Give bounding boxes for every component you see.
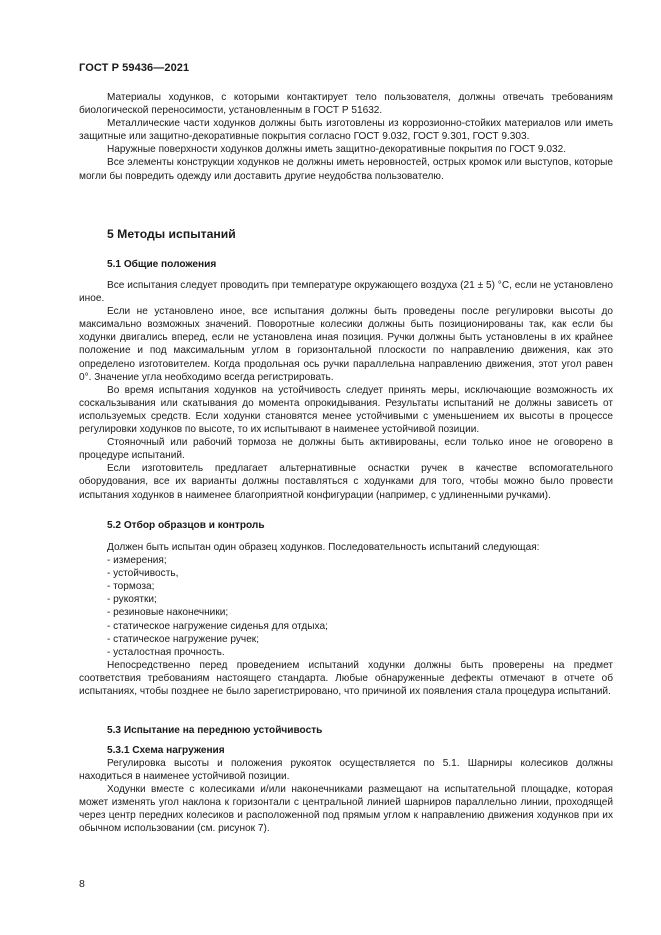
section-5-3-heading: 5.3 Испытание на переднюю устойчивость [107, 725, 323, 736]
intro-paragraph: Все элементы конструкции ходунков не должны иметь неровностей, острых кромок или выступов, которые могли бы повредить одежду или доставить другие неудобства пользователю. [79, 157, 613, 182]
intro-block [79, 91, 613, 183]
section-5-1-body [79, 279, 613, 502]
section-5-3-1-body [79, 757, 613, 836]
list-item: - измерения; [107, 555, 167, 567]
list-item: - тормоза; [107, 581, 155, 593]
list-item: - устойчивость, [107, 568, 179, 580]
paragraph: Если не установлено иное, все испытания должны быть проведены после регулировки высоты до максимально возможных значений. Поворотные колесики должны быть позиционированы так, как если бы ходунки двигались вперед, если не установлена иная позиция. Ручки должны быть установлены в их крайнее положение и под максимальным углом в горизонтальной плоскости по направлению движения, как это определено изготовителем. Когда продольная ось ручки параллельна направлению движения, этот угол равен 0°. Значение угла необходимо всегда регистрировать. [79, 306, 613, 383]
paragraph: Ходунки вместе с колесиками и/или наконечниками размещают на испытательной площадке, которая может изменять угол наклона к горизонтали с центральной линией шарниров параллельно линии, проходящей через центр передних колесиков и расположенной под прямым углом к направлению движения ходунков при их обычном использовании (см. рисунок 7). [79, 784, 613, 835]
paragraph: Стояночный или рабочий тормоза не должны быть активированы, если только иное не оговорено в процедуре испытаний. [79, 437, 613, 462]
section-5-2-heading: 5.2 Отбор образцов и контроль [107, 520, 265, 531]
list-item: - статическое нагружение сиденья для отдыха; [107, 620, 328, 632]
intro-paragraph: Наружные поверхности ходунков должны иметь защитно-декоративные покрытия по ГОСТ 9.032. [107, 144, 566, 156]
intro-paragraph: Материалы ходунков, с которыми контактирует тело пользователя, должны отвечать требованиям биологической переносимости, установленным в ГОСТ Р 51632. [79, 92, 613, 117]
section-5-1-heading: 5.1 Общие положения [107, 259, 217, 270]
paragraph: Непосредственно перед проведением испытаний ходунки должны быть проверены на предмет соответствия требованиям настоящего стандарта. Любые обнаруженные дефекты отмечают в отчете об испытаниях, чтобы позднее не было зарегистрировано, что причиной их появления стала процедура испытаний. [79, 659, 613, 698]
intro-paragraph: Металлические части ходунков должны быть изготовлены из коррозионно-стойких материалов или иметь защитные или защитно-декоративные покрытия согласно ГОСТ 9.032, ГОСТ 9.301, ГОСТ 9.303. [79, 118, 613, 143]
list-item: - резиновые наконечники; [107, 607, 229, 619]
paragraph: Регулировка высоты и положения рукояток осуществляется по 5.1. Шарниры колесиков должны находиться в наименее устойчивой позиции. [79, 758, 613, 783]
paragraph: Если изготовитель предлагает альтернативные оснастки ручек в качестве вспомогательного оборудования, все их варианты должны поставляться с ходунками для того, чтобы можно было провести испытания ходунков в наименее благоприятной конфигурации (например, с удлиненными ручками). [79, 463, 613, 501]
page-number: 8 [79, 878, 85, 890]
list-item: - рукоятки; [107, 594, 157, 606]
page-header-standard: ГОСТ Р 59436—2021 [79, 62, 190, 74]
paragraph: Должен быть испытан один образец ходунков. Последовательность испытаний следующая: [107, 542, 540, 553]
paragraph: Во время испытания ходунков на устойчивость следует принять меры, исключающие возможность их соскальзывания или скатывания до момента опрокидывания. Результаты испытаний не должны зависеть от используемых средств. Если ходунки становятся менее устойчивыми с уменьшением их высоты в процессе регулировки ходунков по высоте, то их испытывают в наименее устойчивой позиции. [79, 384, 613, 436]
section-5-heading: 5 Методы испытаний [107, 227, 236, 241]
list-item: - усталостная прочность. [107, 646, 225, 658]
list-item: - статическое нагружение ручек; [107, 633, 260, 645]
section-5-3-1-heading: 5.3.1 Схема нагружения [107, 745, 225, 756]
paragraph: Все испытания следует проводить при температуре окружающего воздуха (21 ± 5) °С, если не установлено иное. [79, 280, 613, 305]
section-5-2-body [79, 541, 613, 698]
